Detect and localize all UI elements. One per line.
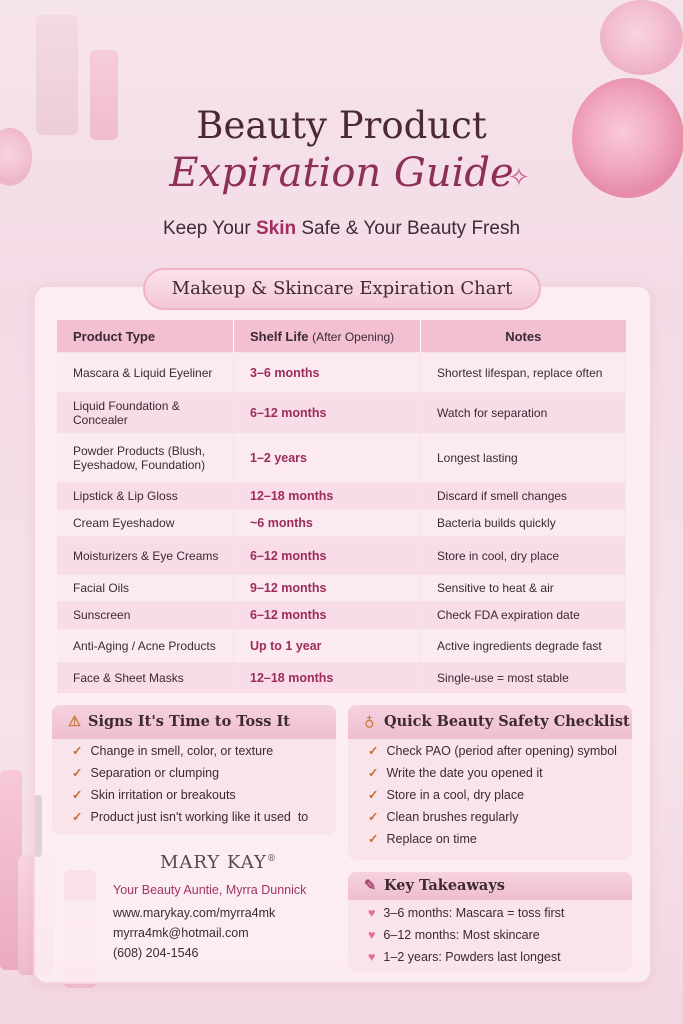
list-item-text: Store in a cool, dry place xyxy=(386,788,525,802)
checklist-title: Quick Beauty Safety Checklist xyxy=(384,713,630,730)
phone-number: (608) 204-1546 xyxy=(113,946,199,960)
table-row xyxy=(57,537,626,575)
list-item xyxy=(368,809,519,824)
page-title: Beauty Product xyxy=(196,104,487,147)
shelf-life-cell: 12–18 months xyxy=(234,663,421,693)
checklist-panel-header xyxy=(348,705,632,739)
shelf-life-cell: Up to 1 year xyxy=(234,629,421,663)
website-link[interactable]: www.marykay.com/myrra4mk xyxy=(113,906,276,920)
takeaways-panel-header xyxy=(348,872,632,900)
expiration-table xyxy=(57,320,626,693)
check-icon: ✓ xyxy=(368,788,379,802)
brand-logo: MARY KAY® xyxy=(160,852,277,873)
notes-cell: Watch for separation xyxy=(421,393,626,433)
check-icon: ✓ xyxy=(368,744,379,758)
bottle-icon: ♁ xyxy=(364,713,375,730)
product-cell: Lipstick & Lip Gloss xyxy=(57,483,234,510)
column-header-product: Product Type xyxy=(57,320,234,353)
notes-cell: Longest lasting xyxy=(421,433,626,483)
product-cell: Liquid Foundation & Concealer xyxy=(57,393,234,433)
signs-panel-header xyxy=(52,705,336,739)
list-item xyxy=(368,950,561,964)
column-header-shelf xyxy=(234,320,421,353)
shelf-life-cell: 1–2 years xyxy=(234,433,421,483)
list-item-text: Separation or clumping xyxy=(90,766,220,780)
list-item-text: Skin irritation or breakouts xyxy=(90,788,236,802)
table-header-row xyxy=(57,320,626,353)
heart-icon: ♥ xyxy=(368,928,376,942)
list-item xyxy=(72,743,273,758)
check-icon: ✓ xyxy=(368,810,379,824)
check-icon: ✓ xyxy=(72,788,83,802)
shelf-life-cell: 6–12 months xyxy=(234,602,421,629)
list-item xyxy=(72,787,236,802)
page-subtitle-script: Expiration Guide xyxy=(169,150,514,196)
notes-cell: Check FDA expiration date xyxy=(421,602,626,629)
product-cell: Moisturizers & Eye Creams xyxy=(57,537,234,575)
notes-cell: Shortest lifespan, replace often xyxy=(421,353,626,393)
warning-icon: ⚠ xyxy=(68,713,81,730)
takeaways-title: Key Takeaways xyxy=(384,877,505,894)
list-item-text: Check PAO (period after opening) symbol xyxy=(386,744,617,758)
check-icon: ✓ xyxy=(72,766,83,780)
notes-cell: Bacteria builds quickly xyxy=(421,510,626,537)
list-item-text: Change in smell, color, or texture xyxy=(90,744,274,758)
list-item-text: Write the date you opened it xyxy=(386,766,543,780)
tagline xyxy=(0,218,683,240)
tagline-pre: Keep Your xyxy=(162,218,256,239)
table-row xyxy=(57,433,626,483)
notes-cell: Sensitive to heat & air xyxy=(421,575,626,602)
shelf-life-cell: 6–12 months xyxy=(234,537,421,575)
product-cell: Anti-Aging / Acne Products xyxy=(57,629,234,663)
notes-cell: Discard if smell changes xyxy=(421,483,626,510)
signs-title: Signs It's Time to Toss It xyxy=(88,713,290,730)
list-item xyxy=(368,906,564,920)
product-cell: Mascara & Liquid Eyeliner xyxy=(57,353,234,393)
rose-image xyxy=(600,0,683,75)
table-row xyxy=(57,575,626,602)
shelf-life-cell: 9–12 months xyxy=(234,575,421,602)
column-header-notes: Notes xyxy=(421,320,626,353)
sparkle-icon: ✧ xyxy=(508,162,530,192)
list-item xyxy=(368,831,477,846)
table-row xyxy=(57,629,626,663)
brand-name: MARY KAY xyxy=(160,852,267,873)
column-header-shelf-note: (After Opening) xyxy=(312,329,395,344)
list-item-text: 6–12 months: Most skincare xyxy=(383,928,540,942)
column-header-shelf-label: Shelf Life xyxy=(250,328,309,344)
shelf-life-cell: 3–6 months xyxy=(234,353,421,393)
heart-icon: ♥ xyxy=(368,906,376,920)
list-item xyxy=(368,765,543,780)
list-item xyxy=(368,743,617,758)
list-item xyxy=(368,928,540,942)
shelf-life-cell: 12–18 months xyxy=(234,483,421,510)
check-icon: ✓ xyxy=(368,766,379,780)
table-row xyxy=(57,393,626,433)
list-item xyxy=(72,809,308,824)
check-icon: ✓ xyxy=(72,810,83,824)
list-item xyxy=(72,765,219,780)
check-icon: ✓ xyxy=(72,744,83,758)
signs-panel xyxy=(52,705,336,835)
table-row xyxy=(57,510,626,537)
tagline-post: Safe & Your Beauty Fresh xyxy=(296,218,521,239)
check-icon: ✓ xyxy=(368,832,379,846)
table-row xyxy=(57,483,626,510)
list-item-text: Replace on time xyxy=(386,832,477,846)
heart-icon: ♥ xyxy=(368,950,376,964)
chart-title: Makeup & Skincare Expiration Chart xyxy=(143,268,541,310)
email-link[interactable]: myrra4mk@hotmail.com xyxy=(113,926,249,940)
product-cell: Facial Oils xyxy=(57,575,234,602)
product-cell: Face & Sheet Masks xyxy=(57,663,234,693)
checklist-panel xyxy=(348,705,632,860)
list-item-text: Product just isn't working like it used to xyxy=(90,810,309,824)
pencil-icon: ✎ xyxy=(364,877,377,894)
product-cell: Powder Products (Blush, Eyeshadow, Foundation) xyxy=(57,433,234,483)
list-item-text: Clean brushes regularly xyxy=(386,810,519,824)
product-cell: Sunscreen xyxy=(57,602,234,629)
notes-cell: Single-use = most stable xyxy=(421,663,626,693)
list-item-text: 1–2 years: Powders last longest xyxy=(383,950,561,964)
list-item xyxy=(368,787,524,802)
takeaways-panel xyxy=(348,872,632,972)
table-row xyxy=(57,663,626,693)
product-cell: Cream Eyeshadow xyxy=(57,510,234,537)
consultant-name: Your Beauty Auntie, Myrra Dunnick xyxy=(113,883,307,897)
table-row xyxy=(57,353,626,393)
list-item-text: 3–6 months: Mascara = toss first xyxy=(383,906,565,920)
table-row xyxy=(57,602,626,629)
shelf-life-cell: 6–12 months xyxy=(234,393,421,433)
notes-cell: Active ingredients degrade fast xyxy=(421,629,626,663)
notes-cell: Store in cool, dry place xyxy=(421,537,626,575)
shelf-life-cell: ~6 months xyxy=(234,510,421,537)
tagline-emphasis: Skin xyxy=(255,218,297,239)
